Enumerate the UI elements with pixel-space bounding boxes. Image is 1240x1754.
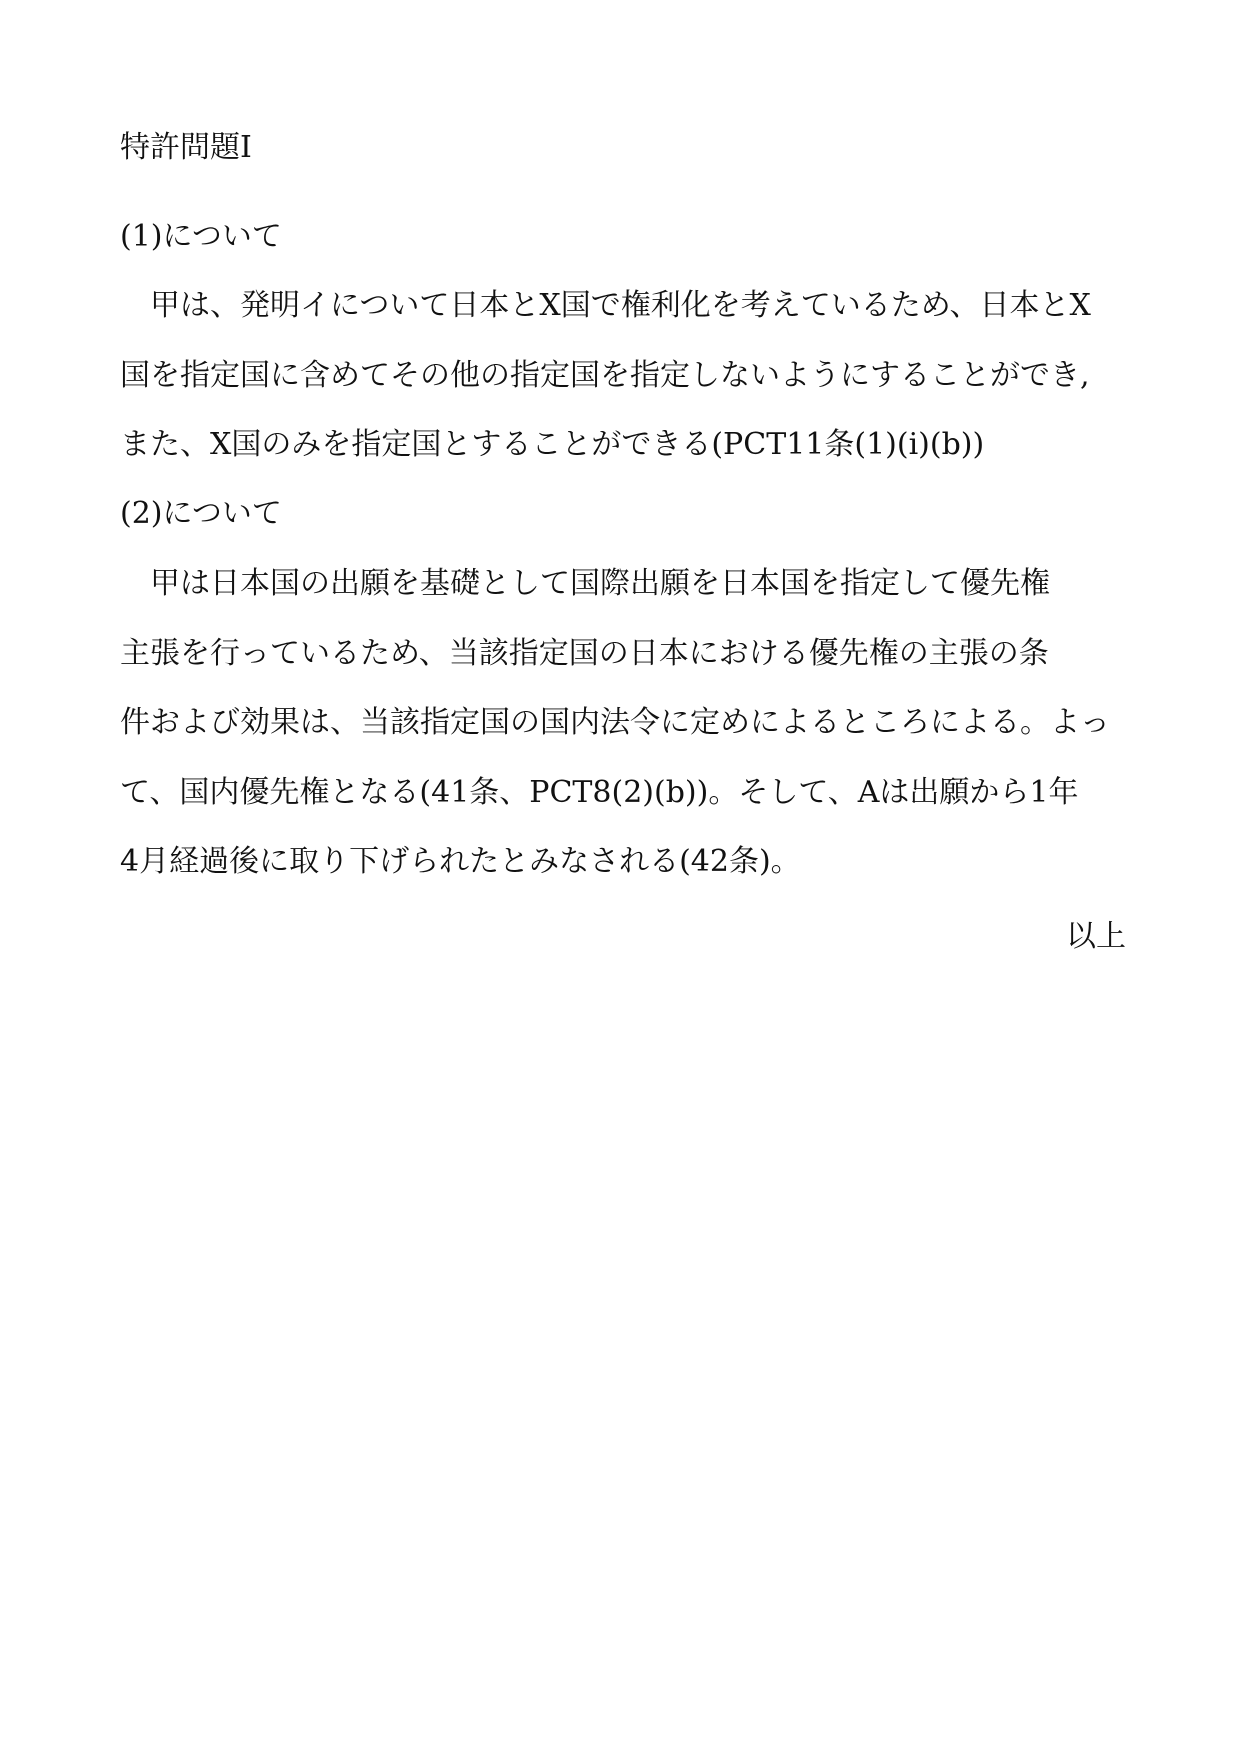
section1-line-3: また、X国のみを指定国とすることができる(PCT11条(1)(i)(b)) [120,427,985,462]
section1-line-2: 国を指定国に含めてその他の指定国を指定しないようにすることができ, [120,358,1090,393]
section1-line-1: 甲は、発明イについて日本とX国で権利化を考えているため、日本とX [150,288,1091,323]
section2-line-4: て、国内優先権となる(41条、PCT8(2)(b))。そして、Aは出願から1年 [120,775,1079,810]
closing-text: 以上 [1066,919,1126,954]
section2-line-3: 件および効果は、当該指定国の国内法令に定めによるところによる。よっ [120,705,1110,740]
section2-heading: (2)について [120,496,282,531]
section1-heading: (1)について [120,219,282,254]
section2-line-1: 甲は日本国の出願を基礎として国際出願を日本国を指定して優先権 [150,566,1050,601]
section2-line-2: 主張を行っているため、当該指定国の日本における優先権の主張の条 [120,636,1049,671]
document-title: 特許問題I [120,130,252,165]
section2-line-5: 4月経過後に取り下げられたとみなされる(42条)。 [120,844,801,879]
